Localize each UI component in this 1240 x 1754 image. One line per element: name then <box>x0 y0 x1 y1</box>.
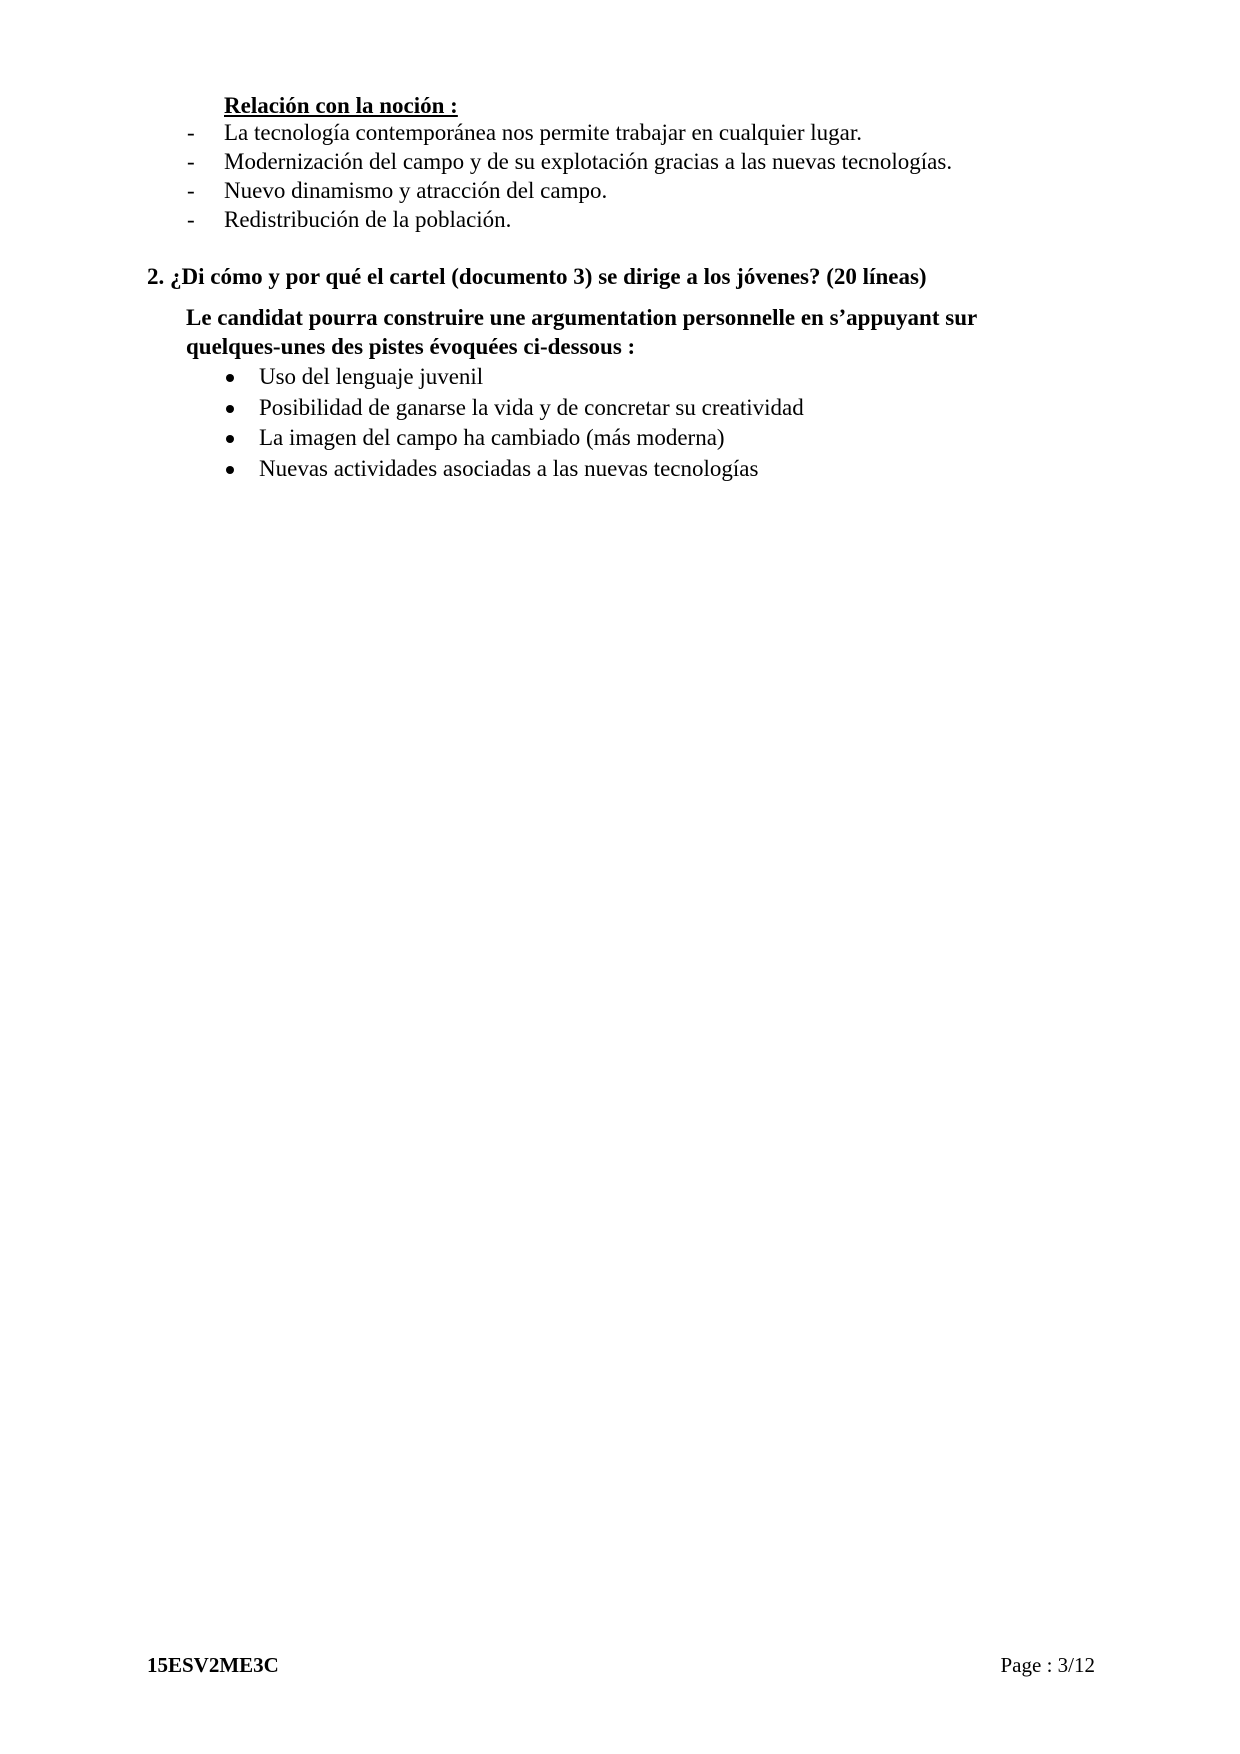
bullet-icon <box>226 405 234 413</box>
dash-marker: - <box>187 207 195 232</box>
instruction-paragraph <box>186 303 1086 361</box>
list-item-text: Redistribución de la población. <box>224 207 512 232</box>
footer-page-number: Page : 3/12 <box>1000 1653 1095 1677</box>
relacion-heading: Relación con la noción : <box>224 93 458 118</box>
question-2: 2. ¿Di cómo y por qué el cartel (documento 3) se dirige a los jóvenes? (20 líneas) <box>147 264 927 289</box>
list-item-text: Modernización del campo y de su explotación gracias a las nuevas tecnologías. <box>224 149 953 174</box>
instruction-line: Le candidat pourra construire une argumentation personnelle en s’appuyant sur <box>186 305 978 330</box>
bullet-icon <box>226 435 234 443</box>
bullet-icon <box>226 374 234 382</box>
footer-document-code: 15ESV2ME3C <box>147 1653 279 1677</box>
dash-marker: - <box>187 149 195 174</box>
dash-marker: - <box>187 178 195 203</box>
bullet-icon <box>226 466 234 474</box>
list-item-text: Nuevas actividades asociadas a las nuevas tecnologías <box>259 455 759 481</box>
dash-marker: - <box>187 120 195 145</box>
list-item-text: Nuevo dinamismo y atracción del campo. <box>224 178 608 203</box>
list-item-text: La tecnología contemporánea nos permite trabajar en cualquier lugar. <box>224 120 862 145</box>
list-item-text: Posibilidad de ganarse la vida y de concretar su creatividad <box>259 394 804 420</box>
list-item-text: La imagen del campo ha cambiado (más moderna) <box>259 425 725 450</box>
list-item-text: Uso del lenguaje juvenil <box>259 364 484 389</box>
instruction-line: quelques-unes des pistes évoquées ci-dessous : <box>186 334 636 359</box>
